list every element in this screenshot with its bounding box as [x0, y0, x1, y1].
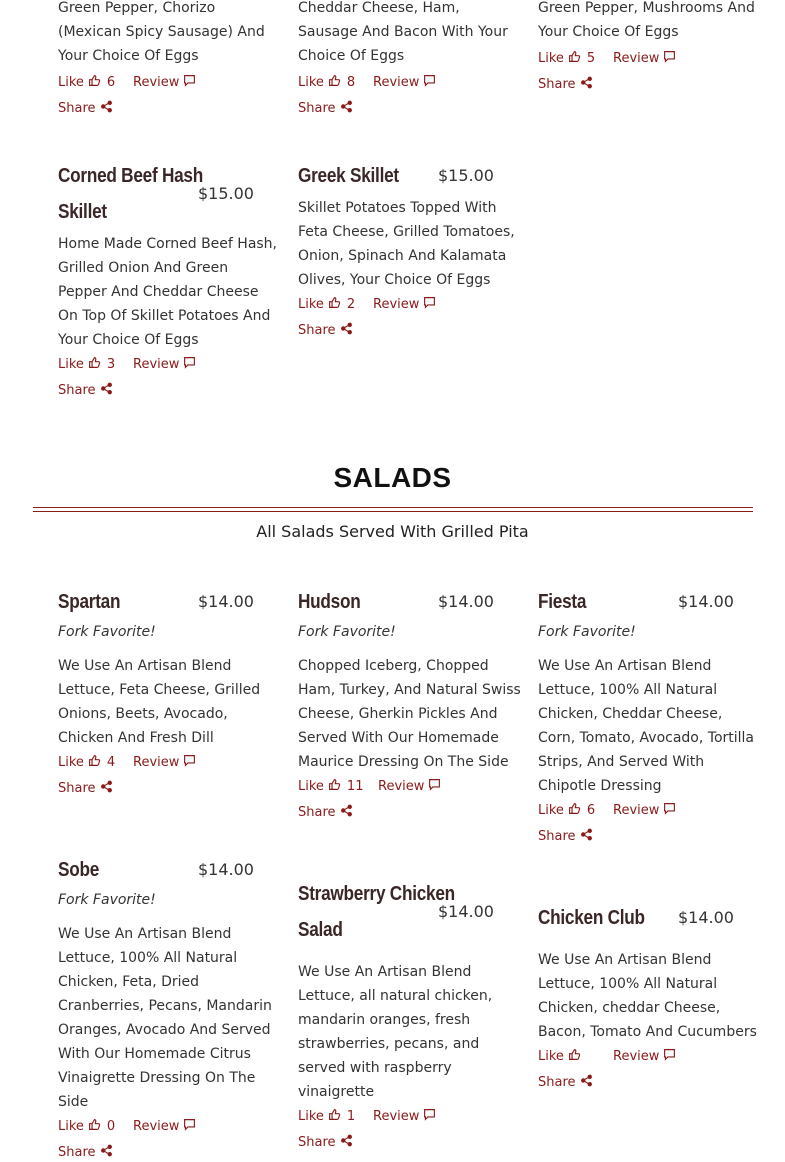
fork-favorite-tag: Fork Favorite! [298, 624, 396, 640]
item-description: Home Made Corned Beef Hash, [58, 236, 278, 252]
like-count: 11 [346, 779, 364, 794]
review-label: Review [373, 75, 420, 90]
like-button[interactable] [538, 50, 595, 68]
share-button[interactable] [58, 100, 113, 118]
item-description: Cranberries, Pecans, Mandarin [58, 998, 272, 1014]
like-button[interactable] [538, 802, 595, 820]
item-description: Onion, Spinach And Kalamata [298, 248, 507, 264]
item-description: Cheese, Gherkin Pickles And [298, 706, 498, 722]
share-label: Share [538, 829, 576, 844]
share-label: Share [58, 101, 96, 116]
like-button[interactable] [58, 74, 115, 92]
thumbs-up-icon [328, 296, 341, 314]
share-button[interactable] [58, 382, 113, 400]
review-label: Review [613, 803, 660, 818]
divider [33, 511, 753, 512]
comment-icon [183, 1118, 196, 1136]
item-description: Chicken, Cheddar Cheese, [538, 706, 723, 722]
review-button[interactable] [613, 802, 676, 820]
divider [33, 507, 753, 508]
thumbs-up-icon [88, 754, 101, 772]
like-label: Like [58, 75, 84, 90]
item-description: We Use An Artisan Blend [58, 926, 232, 942]
like-button[interactable] [298, 296, 355, 314]
share-icon [100, 1144, 113, 1162]
fork-favorite-tag: Fork Favorite! [538, 624, 636, 640]
like-count: 6 [106, 75, 116, 90]
item-description: Choice Of Eggs [298, 48, 405, 64]
review-label: Review [373, 297, 420, 312]
item-title: Hudson [298, 591, 361, 613]
like-label: Like [298, 297, 324, 312]
like-label: Like [58, 357, 84, 372]
like-button[interactable] [298, 1108, 355, 1126]
item-description: (Mexican Spicy Sausage) And [58, 24, 265, 40]
share-icon [340, 100, 353, 118]
like-label: Like [298, 779, 324, 794]
like-label: Like [538, 803, 564, 818]
share-button[interactable] [58, 780, 113, 798]
item-description: Chipotle Dressing [538, 778, 662, 794]
item-description: Cheddar Cheese, Ham, [298, 0, 460, 16]
share-button[interactable] [298, 804, 353, 822]
item-description: With Our Homemade Citrus [58, 1046, 251, 1062]
thumbs-up-icon [88, 1118, 101, 1136]
item-description: Strips, And Served With [538, 754, 705, 770]
review-label: Review [613, 1049, 660, 1064]
review-button[interactable] [133, 356, 196, 374]
share-button[interactable] [298, 322, 353, 340]
section-title: SALADS [333, 462, 452, 493]
review-button[interactable] [613, 1048, 676, 1066]
like-count: 4 [106, 755, 116, 770]
share-label: Share [58, 1145, 96, 1160]
item-description: Maurice Dressing On The Side [298, 754, 509, 770]
review-label: Review [133, 75, 180, 90]
like-count: 2 [346, 297, 356, 312]
item-description: Olives, Your Choice Of Eggs [298, 272, 491, 288]
comment-icon [428, 778, 441, 796]
like-button[interactable] [58, 754, 115, 772]
item-description: We Use An Artisan Blend [538, 952, 712, 968]
item-description: Chicken, Feta, Dried [58, 974, 200, 990]
comment-icon [183, 754, 196, 772]
review-button[interactable] [133, 1118, 196, 1136]
like-label: Like [538, 51, 564, 66]
share-icon [100, 382, 113, 400]
share-icon [100, 100, 113, 118]
comment-icon [183, 74, 196, 92]
fork-favorite-tag: Fork Favorite! [58, 624, 156, 640]
like-label: Like [58, 1119, 84, 1134]
thumbs-up-icon [88, 74, 101, 92]
thumbs-up-icon [568, 1048, 581, 1066]
share-label: Share [298, 323, 336, 338]
item-description: Bacon, Tomato And Cucumbers [538, 1024, 757, 1040]
like-count: 1 [346, 1109, 356, 1124]
comment-icon [423, 1108, 436, 1126]
share-label: Share [538, 1075, 576, 1090]
item-description: Onions, Beets, Avocado, [58, 706, 228, 722]
thumbs-up-icon [88, 356, 101, 374]
comment-icon [423, 74, 436, 92]
item-description: Vinaigrette Dressing On The [58, 1070, 256, 1086]
item-description: Grilled Onion And Green [58, 260, 229, 276]
thumbs-up-icon [328, 74, 341, 92]
item-description: Green Pepper, Chorizo [58, 0, 216, 16]
share-button[interactable] [298, 100, 353, 118]
item-price: $14.00 [678, 592, 734, 611]
thumbs-up-icon [328, 778, 341, 796]
review-button[interactable] [613, 50, 676, 68]
item-description: We Use An Artisan Blend [538, 658, 712, 674]
item-description: Lettuce, 100% All Natural [58, 950, 238, 966]
fork-favorite-tag: Fork Favorite! [58, 892, 156, 908]
like-button[interactable] [58, 1118, 115, 1136]
item-description: Feta Cheese, Grilled Tomatoes, [298, 224, 515, 240]
item-price: $14.00 [438, 592, 494, 611]
item-description: served with raspberry [298, 1060, 452, 1076]
thumbs-up-icon [568, 50, 581, 68]
comment-icon [663, 1048, 676, 1066]
section-subtitle: All Salads Served With Grilled Pita [256, 522, 529, 541]
item-description: Chicken, cheddar Cheese, [538, 1000, 721, 1016]
like-button[interactable] [298, 74, 355, 92]
review-label: Review [613, 51, 660, 66]
item-description: strawberries, pecans, and [298, 1036, 480, 1052]
item-title: Sobe [58, 859, 100, 881]
like-button[interactable] [298, 778, 363, 796]
review-button[interactable] [133, 754, 196, 772]
like-count: 0 [106, 1119, 116, 1134]
comment-icon [663, 50, 676, 68]
like-count: 8 [346, 75, 356, 90]
item-title: Fiesta [538, 591, 587, 613]
review-button[interactable] [373, 1108, 436, 1126]
item-title: Greek Skillet [298, 165, 399, 187]
item-description: On Top Of Skillet Potatoes And [58, 308, 271, 324]
like-button[interactable] [58, 356, 115, 374]
item-price: $15.00 [198, 184, 254, 203]
item-description: Side [58, 1094, 89, 1110]
item-description: Your Choice Of Eggs [538, 24, 679, 40]
item-title: Salad [298, 919, 343, 941]
item-description: vinaigrette [298, 1084, 375, 1100]
review-label: Review [378, 779, 425, 794]
share-icon [340, 804, 353, 822]
item-description: Pepper And Cheddar Cheese [58, 284, 259, 300]
item-description: mandarin oranges, fresh [298, 1012, 471, 1028]
share-icon [580, 1074, 593, 1092]
item-description: Ham, Turkey, And Natural Swiss [298, 682, 521, 698]
comment-icon [423, 296, 436, 314]
share-label: Share [58, 781, 96, 796]
item-title: Corned Beef Hash [58, 165, 203, 187]
like-label: Like [298, 1109, 324, 1124]
item-title: Spartan [58, 591, 121, 613]
item-description: Lettuce, all natural chicken, [298, 988, 493, 1004]
comment-icon [183, 356, 196, 374]
review-button[interactable] [373, 296, 436, 314]
item-description: Your Choice Of Eggs [58, 332, 199, 348]
share-button[interactable] [538, 1074, 593, 1092]
item-price: $14.00 [198, 592, 254, 611]
review-label: Review [133, 357, 180, 372]
review-label: Review [373, 1109, 420, 1124]
like-label: Like [298, 75, 324, 90]
share-label: Share [298, 805, 336, 820]
item-title: Strawberry Chicken [298, 883, 455, 905]
share-icon [340, 322, 353, 340]
item-description: Corn, Tomato, Avocado, Tortilla [538, 730, 755, 746]
share-label: Share [58, 383, 96, 398]
item-description: Sausage And Bacon With Your [298, 24, 508, 40]
item-price: $15.00 [438, 166, 494, 185]
thumbs-up-icon [568, 802, 581, 820]
review-button[interactable] [373, 74, 436, 92]
review-button[interactable] [133, 74, 196, 92]
item-description: We Use An Artisan Blend [298, 964, 472, 980]
review-label: Review [133, 755, 180, 770]
item-description: Skillet Potatoes Topped With [298, 200, 497, 216]
share-label: Share [538, 77, 576, 92]
share-icon [100, 780, 113, 798]
share-button[interactable] [298, 1134, 353, 1152]
item-description: Served With Our Homemade [298, 730, 499, 746]
like-label: Like [538, 1049, 564, 1064]
share-icon [340, 1134, 353, 1152]
review-label: Review [133, 1119, 180, 1134]
share-button[interactable] [538, 76, 593, 94]
item-description: Lettuce, 100% All Natural [538, 682, 718, 698]
item-description: Oranges, Avocado And Served [58, 1022, 271, 1038]
share-icon [580, 76, 593, 94]
comment-icon [663, 802, 676, 820]
share-button[interactable] [58, 1144, 113, 1162]
item-description: Your Choice Of Eggs [58, 48, 199, 64]
like-count: 3 [106, 357, 116, 372]
like-count: 6 [586, 803, 596, 818]
like-button[interactable] [538, 1048, 581, 1066]
item-title: Skillet [58, 201, 107, 223]
like-count: 5 [586, 51, 596, 66]
item-description: Lettuce, 100% All Natural [538, 976, 718, 992]
like-label: Like [58, 755, 84, 770]
item-price: $14.00 [198, 860, 254, 879]
item-price: $14.00 [678, 908, 734, 927]
item-description: Green Pepper, Mushrooms And [538, 0, 755, 16]
item-description: Chicken And Fresh Dill [58, 730, 214, 746]
item-price: $14.00 [438, 902, 494, 921]
share-label: Share [298, 1135, 336, 1150]
thumbs-up-icon [328, 1108, 341, 1126]
item-description: Chopped Iceberg, Chopped [298, 658, 489, 674]
share-icon [580, 828, 593, 846]
item-description: We Use An Artisan Blend [58, 658, 232, 674]
item-title: Chicken Club [538, 907, 645, 929]
review-button[interactable] [378, 778, 441, 796]
share-button[interactable] [538, 828, 593, 846]
item-description: Lettuce, Feta Cheese, Grilled [58, 682, 261, 698]
share-label: Share [298, 101, 336, 116]
